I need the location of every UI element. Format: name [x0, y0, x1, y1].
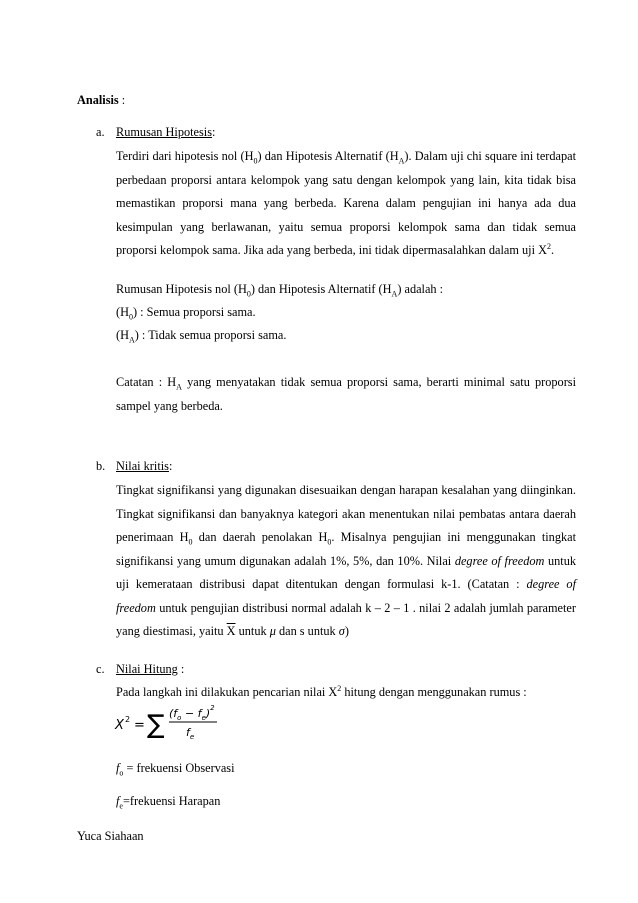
null-hypothesis [116, 304, 256, 320]
text-run: untuk [235, 624, 270, 638]
section-b-colon: : [168, 459, 173, 473]
text-run: Rumusan Hipotesis nol (H [116, 282, 247, 296]
section-c-heading [96, 661, 184, 677]
section-c-colon: : [177, 662, 185, 676]
formula-lhs: X [115, 718, 124, 733]
section-c-title: Nilai Hitung [116, 662, 178, 676]
text-run: yang menyatakan tidak semua proporsi sama, berarti minimal satu proporsi sampel yang berbeda. [116, 375, 576, 413]
text-run: ) [344, 624, 349, 638]
superscript: 2 [546, 241, 551, 251]
analysis-heading [77, 92, 125, 108]
footer-author: Yuca Siahaan [77, 829, 144, 843]
section-a-paragraph [116, 145, 576, 263]
subscript: 0 [246, 289, 251, 299]
text-run: = frekuensi Observasi [123, 761, 235, 775]
subscript: o [119, 768, 124, 778]
chi-square-formula [114, 700, 224, 742]
section-b-heading [96, 458, 172, 474]
text-run: ) : Semua proporsi sama. [132, 305, 256, 319]
definition-fe [116, 793, 220, 809]
italic-term: degree of freedom [454, 553, 545, 568]
section-b-paragraph [116, 479, 576, 644]
formula-sum-symbol: ∑ [147, 710, 165, 740]
formula-equals: = [134, 718, 145, 733]
text-run: dan s untuk [275, 624, 339, 638]
superscript: 2 [337, 683, 342, 693]
subscript: A [391, 289, 398, 299]
subscript: 0 [327, 537, 332, 547]
section-c-letter: c. [96, 662, 105, 676]
section-a-title: Rumusan Hipotesis [116, 125, 212, 139]
subscript: 0 [188, 537, 193, 547]
definition-fo [116, 760, 235, 776]
formula-numerator: $(f_o - f_e)^2$ [169, 704, 215, 722]
analysis-title-suffix: : [118, 93, 126, 107]
analysis-title: Analisis [77, 93, 119, 107]
formula-denominator: $f_e$ [186, 726, 195, 741]
text-run: untuk pengujian distribusi normal adalah k – 2 – 1 . nilai 2 adalah jumlah parameter yang diestimasi, yaitu [116, 600, 576, 638]
section-c-intro [116, 684, 527, 700]
text-run: . Misalnya pengujian ini menggunakan tingkat signifikansi yang umum digunakan adalah 1%, 5%, dan 10%. Nilai [116, 530, 577, 568]
text-run: Terdiri dari hipotesis nol (H [116, 149, 254, 163]
subscript: A [128, 335, 135, 345]
sigma-symbol: σ [338, 624, 345, 638]
text-run: ) : Tidak semua proporsi sama. [134, 328, 287, 342]
text-run: ) dan Hipotesis Alternatif (H [250, 282, 392, 296]
formula-lhs-sup: 2 [125, 715, 131, 724]
text-run: ). Dalam uji chi square ini terdapat perbedaan proporsi antara kelompok yang satu dengan kelompok yang lain, kita tidak bisa memastikan proporsi mana yang berbeda. Karena dalam pengujian ini hanya ada dua kesimpulan yang berlawanan, yaitu semua proporsi kelompok sama dan tidak semua proporsi kelompok sama. Jika ada yang berbeda, ini tidak dipermasalahkan dalam uji X [116, 149, 577, 257]
text-run: (H [116, 328, 129, 342]
subscript: A [176, 382, 182, 392]
section-b-title: Nilai kritis [116, 459, 169, 473]
section-a-heading [96, 124, 215, 140]
text-run: Tingkat signifikansi yang digunakan disesuaikan dengan harapan kesalahan yang diinginkan. Tingkat signifikansi dan banyaknya kategori akan menentukan nilai pembatas antara daerah penerimaan H [116, 483, 576, 544]
italic-symbol: f [116, 761, 120, 775]
subscript: A [398, 156, 405, 166]
x-bar-symbol: $\overline{X}$ [226, 624, 236, 638]
text-run: ) dan Hipotesis Alternatif (H [257, 149, 399, 163]
text-run: Catatan : H [116, 375, 177, 389]
text-run: untuk uji kemerataan distribusi dapat ditentukan dengan formulasi k-1. (Catatan : [116, 553, 577, 591]
text-run: (H [116, 305, 129, 319]
italic-term: degree of freedom [116, 577, 577, 615]
alternative-hypothesis [116, 327, 286, 343]
text-run: hitung dengan menggunakan rumus : [341, 685, 527, 699]
subscript: 0 [253, 156, 258, 166]
text-run: Pada langkah ini dilakukan pencarian nilai X [116, 685, 338, 699]
mu-symbol: μ [269, 624, 276, 638]
section-a-colon: : [212, 125, 216, 139]
italic-symbol: f [116, 794, 120, 808]
hypothesis-note [116, 371, 576, 418]
text-run: dan daerah penolakan H [192, 530, 328, 544]
text-run: . [550, 243, 555, 257]
section-a-letter: a. [96, 125, 105, 139]
hypothesis-intro [116, 281, 443, 297]
subscript: 0 [128, 312, 133, 322]
subscript: e [119, 801, 123, 811]
text-run: ) adalah : [397, 282, 444, 296]
section-b-letter: b. [96, 459, 106, 473]
text-run: =frekuensi Harapan [122, 794, 221, 808]
